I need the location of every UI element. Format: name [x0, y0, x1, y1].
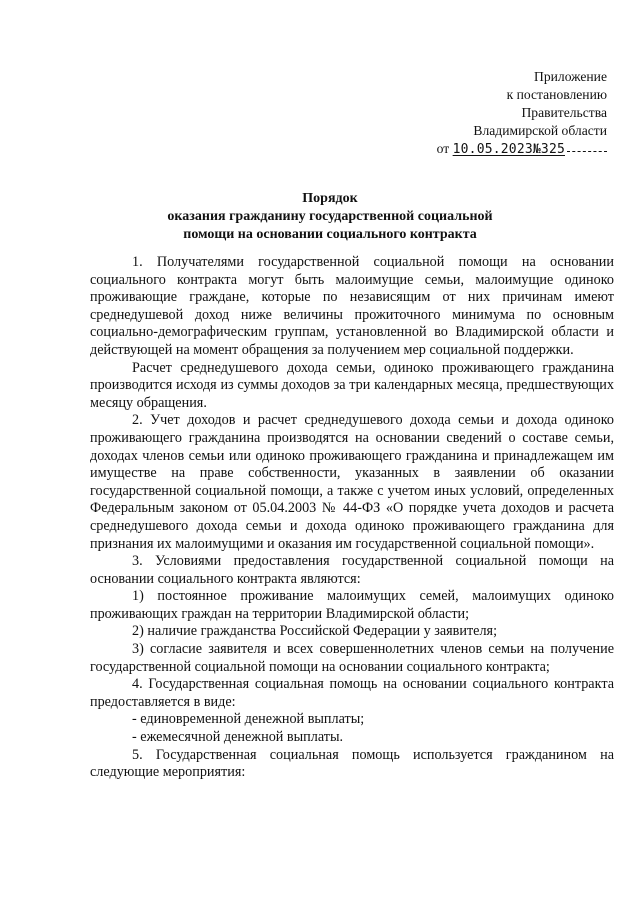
title-line-2: оказания гражданину государственной социальной — [167, 209, 493, 224]
annex-line-region: Владимирской области — [473, 123, 607, 138]
paragraph-3: 3. Условиями предоставления государственной социальной помощи на основании социального контракта являются: — [90, 553, 614, 587]
paragraph-3-item-1: 1) постоянное проживание малоимущих семей, малоимущих одиноко проживающих граждан на территории Владимирской области; — [90, 588, 614, 622]
paragraph-5: 5. Государственная социальная помощь используется гражданином на следующие мероприятия: — [90, 746, 614, 781]
title-line-1: Порядок — [302, 191, 358, 206]
annex-date-prefix: от — [436, 141, 450, 156]
paragraph-4-item-2: - ежемесячной денежной выплаты. — [132, 729, 344, 746]
annex-line-to-resolution: к постановлению — [506, 87, 607, 102]
annex-date-number: 10.05.2023№325 — [452, 142, 565, 157]
annex-line-government: Правительства — [521, 105, 607, 120]
paragraph-3-item-3: 3) согласие заявителя и всех совершеннолетних членов семьи на получение государственной социальной помощи на основании социального контракта; — [90, 641, 614, 675]
paragraph-3-item-2: 2) наличие гражданства Российской Федерации у заявителя; — [132, 623, 498, 640]
paragraph-1-income-calc: Расчет среднедушевого дохода семьи, одиноко проживающего гражданина производится исходя из суммы доходов за три календарных месяца, предшествующих месяцу обращения. — [90, 359, 614, 411]
paragraph-4-item-1: - единовременной денежной выплаты; — [132, 711, 365, 728]
paragraph-1: 1. Получателями государственной социальной помощи на основании социального контракта могут быть малоимущие семьи, малоимущие одиноко проживающие граждане, которые по независящим от них причинам имеют среднедушевой доход ниже величины прожиточного минимума по основным социально-демографическим группам, установленной во Владимирской области и действующей на момент обращения за получением мер социальной поддержки. — [90, 254, 614, 358]
annex-date-line — [437, 140, 607, 159]
annex-block — [437, 68, 607, 159]
paragraph-4: 4. Государственная социальная помощь на основании социального контракта предоставляется в виде: — [90, 676, 614, 710]
annex-line-appendix: Приложение — [534, 69, 607, 84]
document-body — [90, 254, 614, 782]
paragraph-2: 2. Учет доходов и расчет среднедушевого дохода семьи и дохода одиноко проживающего гражданина производятся на основании сведений о составе семьи, доходах членов семьи или одиноко проживающего гражданина и принадлежащем им имуществе на праве собственности, указанных в заявлении об оказании государственной социальной помощи, а также с учетом иных условий, определенных Федеральным законом от 05.04.2003 № 44-ФЗ «О порядке учета доходов и расчета среднедушевого дохода семьи и дохода одиноко проживающего гражданина для признания их малоимущими и оказания им государственной социальной помощи». — [90, 412, 614, 552]
title-line-3: помощи на основании социального контракта — [183, 227, 477, 242]
document-title — [90, 190, 570, 244]
annex-date-blank — [567, 151, 607, 152]
